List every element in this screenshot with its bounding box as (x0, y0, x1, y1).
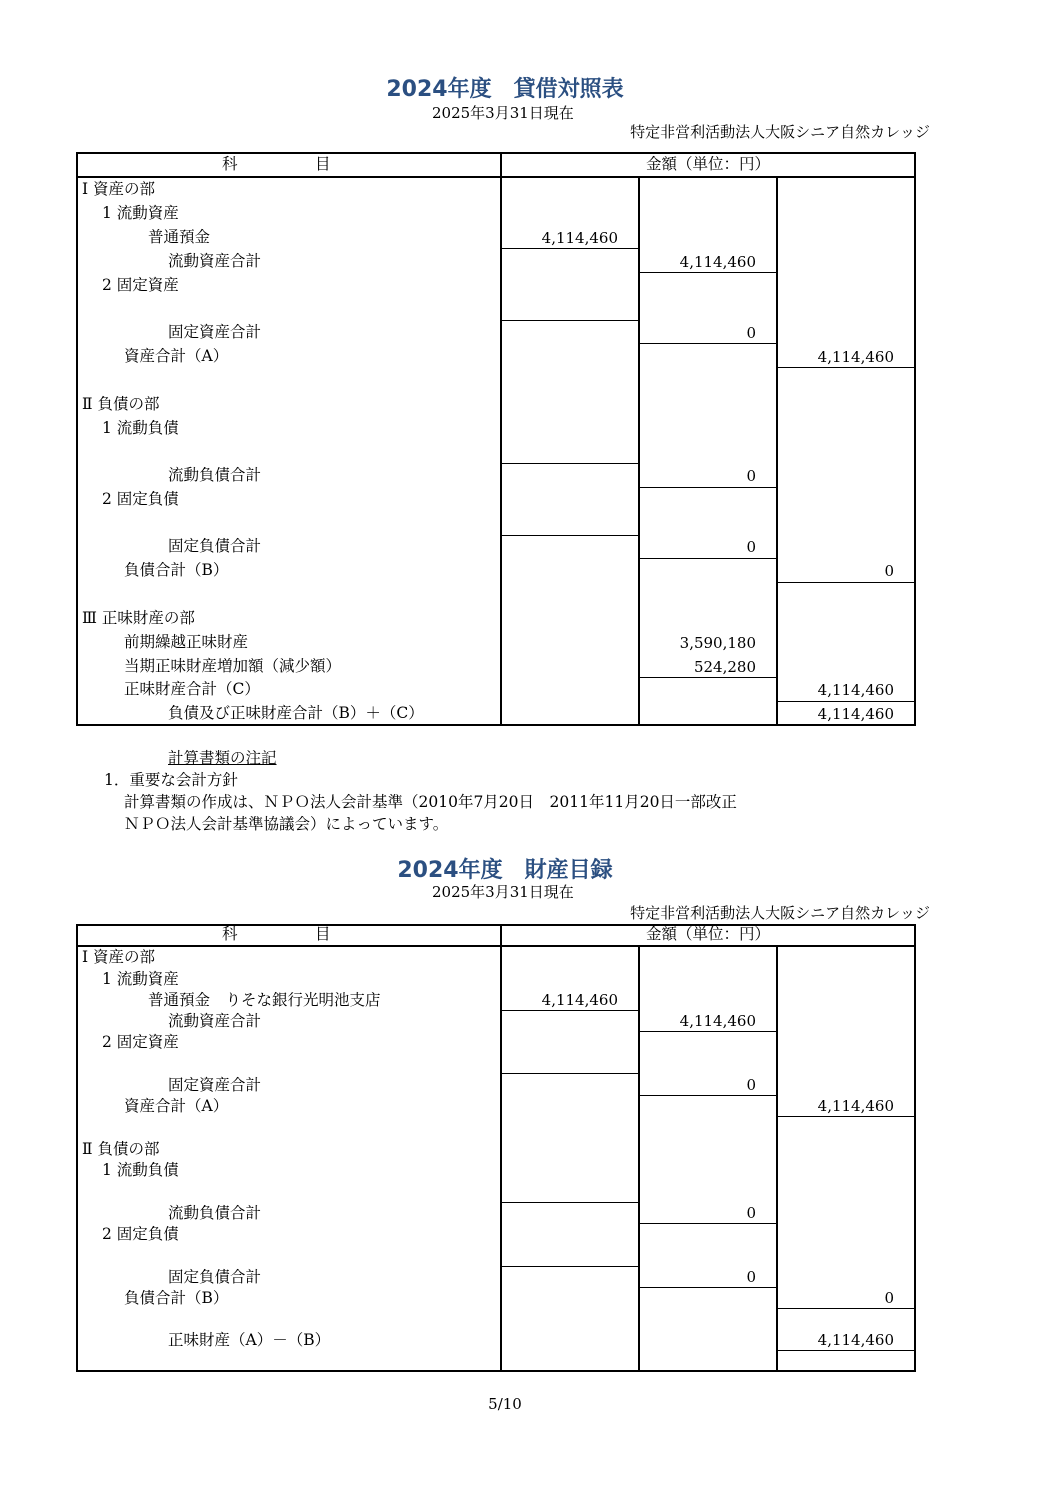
amount-cell: 0 (746, 1204, 756, 1222)
row-label: 普通預金 (148, 228, 211, 246)
row-label: 2 固定負債 (102, 1225, 179, 1243)
inventory-date: 2025年3月31日現在 (432, 883, 574, 901)
row-label: 負債及び正味財産合計（B）＋（C） (168, 704, 424, 722)
amount-cell: 4,114,460 (541, 229, 618, 247)
amount-cell: 3,590,180 (679, 634, 756, 652)
row-label: 普通預金 りそな銀行光明池支店 (148, 991, 381, 1009)
row-label: 流動負債合計 (168, 466, 262, 484)
row-label: 2 固定資産 (102, 276, 179, 294)
row-label: 1 流動負債 (102, 1161, 179, 1179)
row-label: 固定資産合計 (168, 1076, 262, 1094)
row-label: 流動負債合計 (168, 1204, 262, 1222)
amount-cell: 0 (746, 1268, 756, 1286)
amount-cell: 0 (884, 562, 894, 580)
row-label: 固定負債合計 (168, 1268, 262, 1286)
amount-cell: 4,114,460 (541, 991, 618, 1009)
row-label: 固定資産合計 (168, 323, 262, 341)
row-label: 負債合計（B） (124, 1289, 229, 1307)
row-label: 正味財産（A）－（B） (168, 1331, 331, 1349)
row-label: Ⅱ 負債の部 (82, 1140, 160, 1158)
row-label: Ⅱ 負債の部 (82, 395, 160, 413)
amount-cell: 0 (746, 324, 756, 342)
amount-cell: 4,114,460 (817, 348, 894, 366)
balance-sheet-date: 2025年3月31日現在 (432, 104, 574, 122)
row-label: 流動資産合計 (168, 1012, 262, 1030)
balance-sheet-title: 2024年度 貸借対照表 (386, 77, 624, 102)
row-label: 2 固定資産 (102, 1033, 179, 1051)
row-label: 正味財産合計（C） (124, 680, 260, 698)
row-label: Ⅲ 正味財産の部 (82, 609, 195, 627)
row-label: 前期繰越正味財産 (124, 633, 249, 651)
inventory-org: 特定非営利活動法人大阪シニア自然カレッジ (630, 904, 930, 922)
amount-cell: 4,114,460 (817, 1097, 894, 1115)
notes-item: 1．重要な会計方針 (104, 771, 238, 789)
row-label: 負債合計（B） (124, 561, 229, 579)
notes-heading: 計算書類の注記 (168, 749, 277, 767)
amount-cell: 0 (746, 538, 756, 556)
row-label: Ⅰ 資産の部 (82, 948, 156, 966)
amount-cell: 0 (746, 467, 756, 485)
row-label: 2 固定負債 (102, 490, 179, 508)
notes-line-1: 計算書類の作成は、ＮＰＯ法人会計基準（2010年7月20日 2011年11月20日一部改正 (124, 793, 737, 811)
row-label: 1 流動資産 (102, 970, 179, 988)
amount-cell: 4,114,460 (817, 1331, 894, 1349)
inventory-header-amount: 金額（単位：円） (645, 925, 770, 943)
page-number: 5/10 (488, 1395, 522, 1413)
notes-line-2: ＮＰＯ法人会計基準協議会）によっています。 (124, 815, 449, 833)
amount-cell: 0 (884, 1289, 894, 1307)
amount-cell: 0 (746, 1076, 756, 1094)
inventory-title: 2024年度 財産目録 (397, 858, 613, 883)
inventory-header-subject: 科 目 (222, 925, 331, 943)
row-label: 固定負債合計 (168, 537, 262, 555)
amount-cell: 4,114,460 (679, 1012, 756, 1030)
row-label: 資産合計（A） (124, 347, 229, 365)
amount-cell: 4,114,460 (679, 253, 756, 271)
row-label: 1 流動資産 (102, 204, 179, 222)
row-label: 1 流動負債 (102, 419, 179, 437)
amount-cell: 4,114,460 (817, 705, 894, 723)
row-label: 流動資産合計 (168, 252, 262, 270)
balance-sheet-header-amount: 金額（単位：円） (645, 155, 770, 173)
row-label: Ⅰ 資産の部 (82, 180, 156, 198)
row-label: 資産合計（A） (124, 1097, 229, 1115)
balance-sheet-org: 特定非営利活動法人大阪シニア自然カレッジ (630, 123, 930, 141)
row-label: 当期正味財産増加額（減少額） (124, 657, 342, 675)
balance-sheet-header-subject: 科 目 (222, 155, 331, 173)
amount-cell: 524,280 (693, 658, 756, 676)
amount-cell: 4,114,460 (817, 681, 894, 699)
